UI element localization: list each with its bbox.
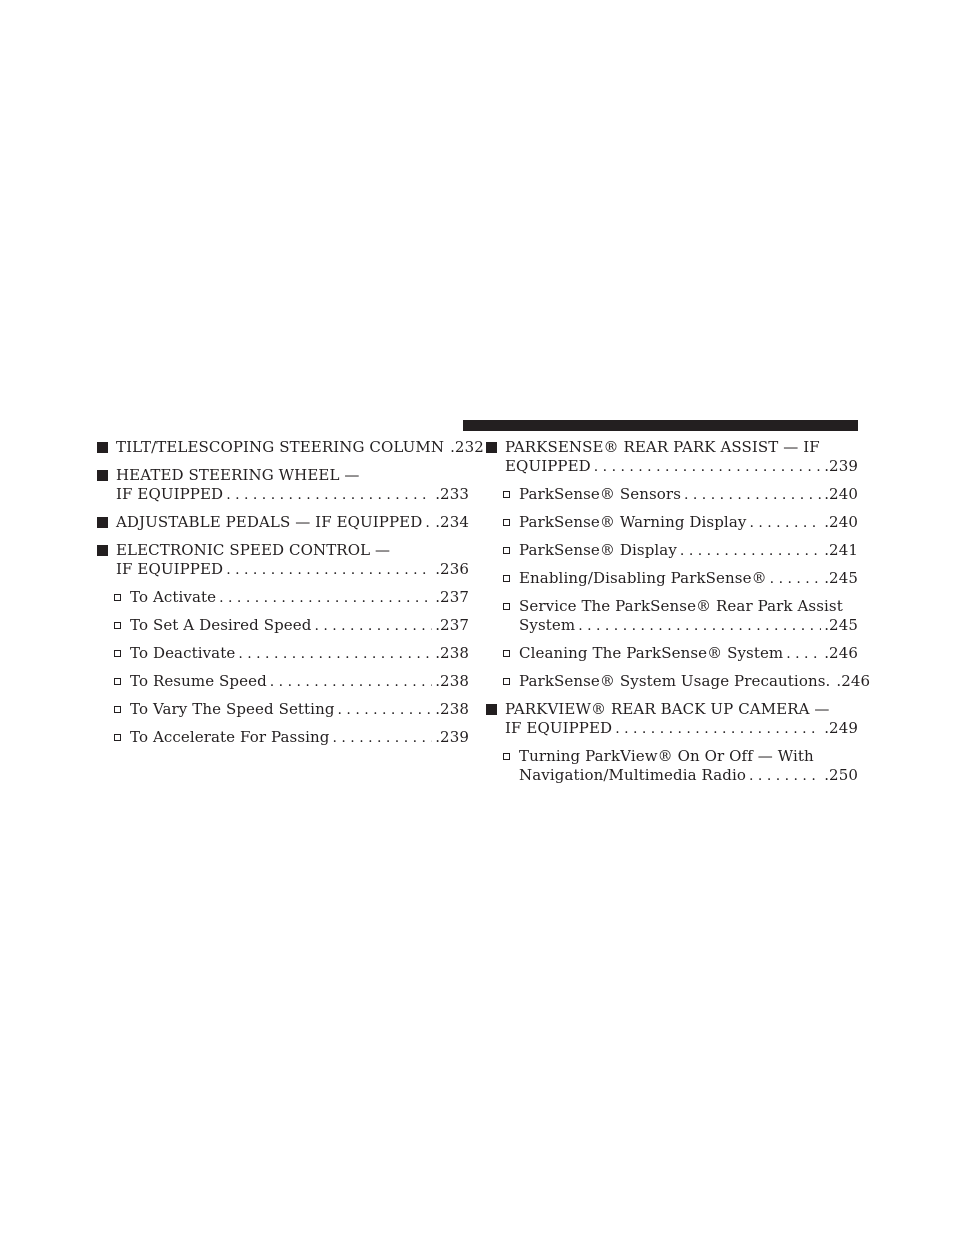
toc-entry-title: To Set A Desired Speed — [130, 616, 312, 634]
toc-entry-line — [130, 728, 469, 747]
filled-square-bullet-icon — [97, 545, 108, 556]
toc-entry[interactable] — [486, 541, 858, 560]
toc-entry-line — [519, 766, 858, 785]
filled-square-bullet-icon — [97, 517, 108, 528]
toc-entry-title: Service The ParkSense® Rear Park Assist — [519, 597, 843, 615]
toc-entry-line — [130, 588, 469, 607]
toc-entry[interactable] — [97, 728, 469, 747]
toc-entry-line — [519, 513, 858, 532]
toc-entry-title: ParkSense® Display — [519, 541, 677, 559]
toc-entry-title: Cleaning The ParkSense® System — [519, 644, 784, 662]
toc-entry-title: ParkSense® Sensors — [519, 485, 681, 503]
toc-entry-title: Navigation/Multimedia Radio — [519, 766, 747, 784]
toc-entry-line — [505, 700, 858, 719]
dot-leader — [786, 645, 821, 664]
toc-entry-line — [116, 466, 469, 485]
toc-entry-title: IF EQUIPPED — [116, 560, 224, 578]
toc-entry-line — [519, 616, 858, 635]
dot-leader — [333, 729, 433, 748]
toc-right-column — [486, 438, 871, 794]
hollow-square-bullet-icon — [503, 603, 510, 610]
page-number: .246 — [824, 644, 858, 662]
page-number: .238 — [435, 672, 469, 690]
toc-entry-title: EQUIPPED — [505, 457, 591, 475]
page-number: .245 — [824, 616, 858, 634]
hollow-square-bullet-icon — [114, 734, 121, 741]
toc-entry-title: To Vary The Speed Setting — [130, 700, 335, 718]
hollow-square-bullet-icon — [114, 594, 121, 601]
hollow-square-bullet-icon — [114, 622, 121, 629]
toc-entry-line — [519, 597, 858, 616]
toc-entry[interactable] — [486, 644, 858, 663]
toc-entry-line — [116, 560, 469, 579]
toc-entry-line — [519, 747, 858, 766]
toc-entry[interactable] — [97, 644, 469, 663]
toc-entry-line — [519, 541, 858, 560]
dot-leader — [238, 645, 432, 664]
dot-leader — [270, 673, 432, 692]
toc-entry-title: To Resume Speed — [130, 672, 267, 690]
dot-leader — [338, 701, 433, 720]
page-number: .234 — [435, 513, 469, 531]
page-number: .238 — [435, 700, 469, 718]
toc-entry[interactable] — [486, 700, 858, 738]
toc-entry-line — [519, 644, 858, 663]
toc-entry-title: To Activate — [130, 588, 217, 606]
filled-square-bullet-icon — [97, 442, 108, 453]
hollow-square-bullet-icon — [503, 547, 510, 554]
dot-leader — [684, 486, 821, 505]
page-number: .236 — [435, 560, 469, 578]
toc-entry[interactable] — [486, 513, 858, 532]
toc-entry-title: HEATED STEERING WHEEL — — [116, 466, 360, 484]
page-number: .239 — [824, 457, 858, 475]
dot-leader — [314, 617, 432, 636]
toc-entry[interactable] — [97, 616, 469, 635]
toc-entry-line — [130, 700, 469, 719]
hollow-square-bullet-icon — [503, 753, 510, 760]
page-number: .237 — [435, 588, 469, 606]
toc-entry[interactable] — [486, 569, 858, 588]
page-number: .240 — [824, 513, 858, 531]
filled-square-bullet-icon — [97, 470, 108, 481]
toc-left-column — [97, 438, 484, 756]
toc-entry-line — [116, 438, 484, 457]
toc-entry-line — [519, 485, 858, 504]
hollow-square-bullet-icon — [114, 678, 121, 685]
toc-entry-line — [130, 644, 469, 663]
dot-leader — [578, 617, 821, 636]
toc-entry[interactable] — [97, 588, 469, 607]
dot-leader — [749, 767, 821, 786]
page-number: .233 — [435, 485, 469, 503]
toc-entry-line — [505, 457, 858, 476]
toc-entry[interactable] — [97, 438, 484, 457]
hollow-square-bullet-icon — [503, 650, 510, 657]
hollow-square-bullet-icon — [114, 706, 121, 713]
hollow-square-bullet-icon — [503, 575, 510, 582]
page-number: .240 — [824, 485, 858, 503]
toc-entry-title: IF EQUIPPED — [505, 719, 613, 737]
toc-entry[interactable] — [97, 466, 469, 504]
toc-entry-title: To Accelerate For Passing — [130, 728, 330, 746]
toc-entry-line — [130, 672, 469, 691]
toc-entry[interactable] — [97, 672, 469, 691]
toc-entry-title: TILT/TELESCOPING STEERING COLUMN — [116, 438, 445, 456]
dot-leader — [615, 720, 821, 739]
page-number: .241 — [824, 541, 858, 559]
toc-entry-title: PARKSENSE® REAR PARK ASSIST — IF — [505, 438, 820, 456]
toc-entry[interactable] — [486, 597, 858, 635]
page-number: .237 — [435, 616, 469, 634]
toc-entry-title: IF EQUIPPED — [116, 485, 224, 503]
dot-leader — [594, 458, 821, 477]
page-number: .239 — [435, 728, 469, 746]
toc-entry-line — [505, 438, 858, 457]
page-number: .232 — [450, 438, 484, 456]
toc-entry[interactable] — [486, 672, 871, 691]
toc-entry[interactable] — [97, 541, 469, 579]
toc-entry[interactable] — [486, 438, 858, 476]
hollow-square-bullet-icon — [114, 650, 121, 657]
hollow-square-bullet-icon — [503, 491, 510, 498]
section-header-bar — [463, 420, 858, 431]
dot-leader — [680, 542, 821, 561]
toc-entry-line — [519, 569, 858, 588]
dot-leader — [226, 486, 432, 505]
page-number: .245 — [824, 569, 858, 587]
toc-entry[interactable] — [486, 485, 858, 504]
toc-entry[interactable] — [486, 747, 858, 785]
toc-entry-title: ELECTRONIC SPEED CONTROL — — [116, 541, 391, 559]
toc-entry[interactable] — [97, 700, 469, 719]
dot-leader — [770, 570, 822, 589]
page-number: .249 — [824, 719, 858, 737]
toc-entry-title: ParkSense® System Usage Precautions. — [519, 672, 831, 690]
toc-entry-line — [130, 616, 469, 635]
filled-square-bullet-icon — [486, 442, 497, 453]
dot-leader — [226, 561, 432, 580]
hollow-square-bullet-icon — [503, 519, 510, 526]
dot-leader — [749, 514, 821, 533]
dot-leader — [219, 589, 432, 608]
toc-entry-line — [519, 672, 871, 691]
toc-entry-title: To Deactivate — [130, 644, 236, 662]
page-number: .250 — [824, 766, 858, 784]
toc-entry-line — [116, 513, 469, 532]
toc-entry-line — [505, 719, 858, 738]
page-number: .238 — [435, 644, 469, 662]
filled-square-bullet-icon — [486, 704, 497, 715]
toc-entry-title: ADJUSTABLE PEDALS — IF EQUIPPED — [116, 513, 423, 531]
toc-entry-line — [116, 541, 469, 560]
toc-entry-title: PARKVIEW® REAR BACK UP CAMERA — — [505, 700, 830, 718]
toc-entry-title: Turning ParkView® On Or Off — With — [519, 747, 814, 765]
page-number: .246 — [836, 672, 871, 690]
hollow-square-bullet-icon — [503, 678, 510, 685]
toc-entry-line — [116, 485, 469, 504]
toc-entry[interactable] — [97, 513, 469, 532]
toc-entry-title: Enabling/Disabling ParkSense® — [519, 569, 767, 587]
toc-entry-title: System — [519, 616, 576, 634]
dot-leader — [425, 514, 432, 533]
toc-entry-title: ParkSense® Warning Display — [519, 513, 747, 531]
